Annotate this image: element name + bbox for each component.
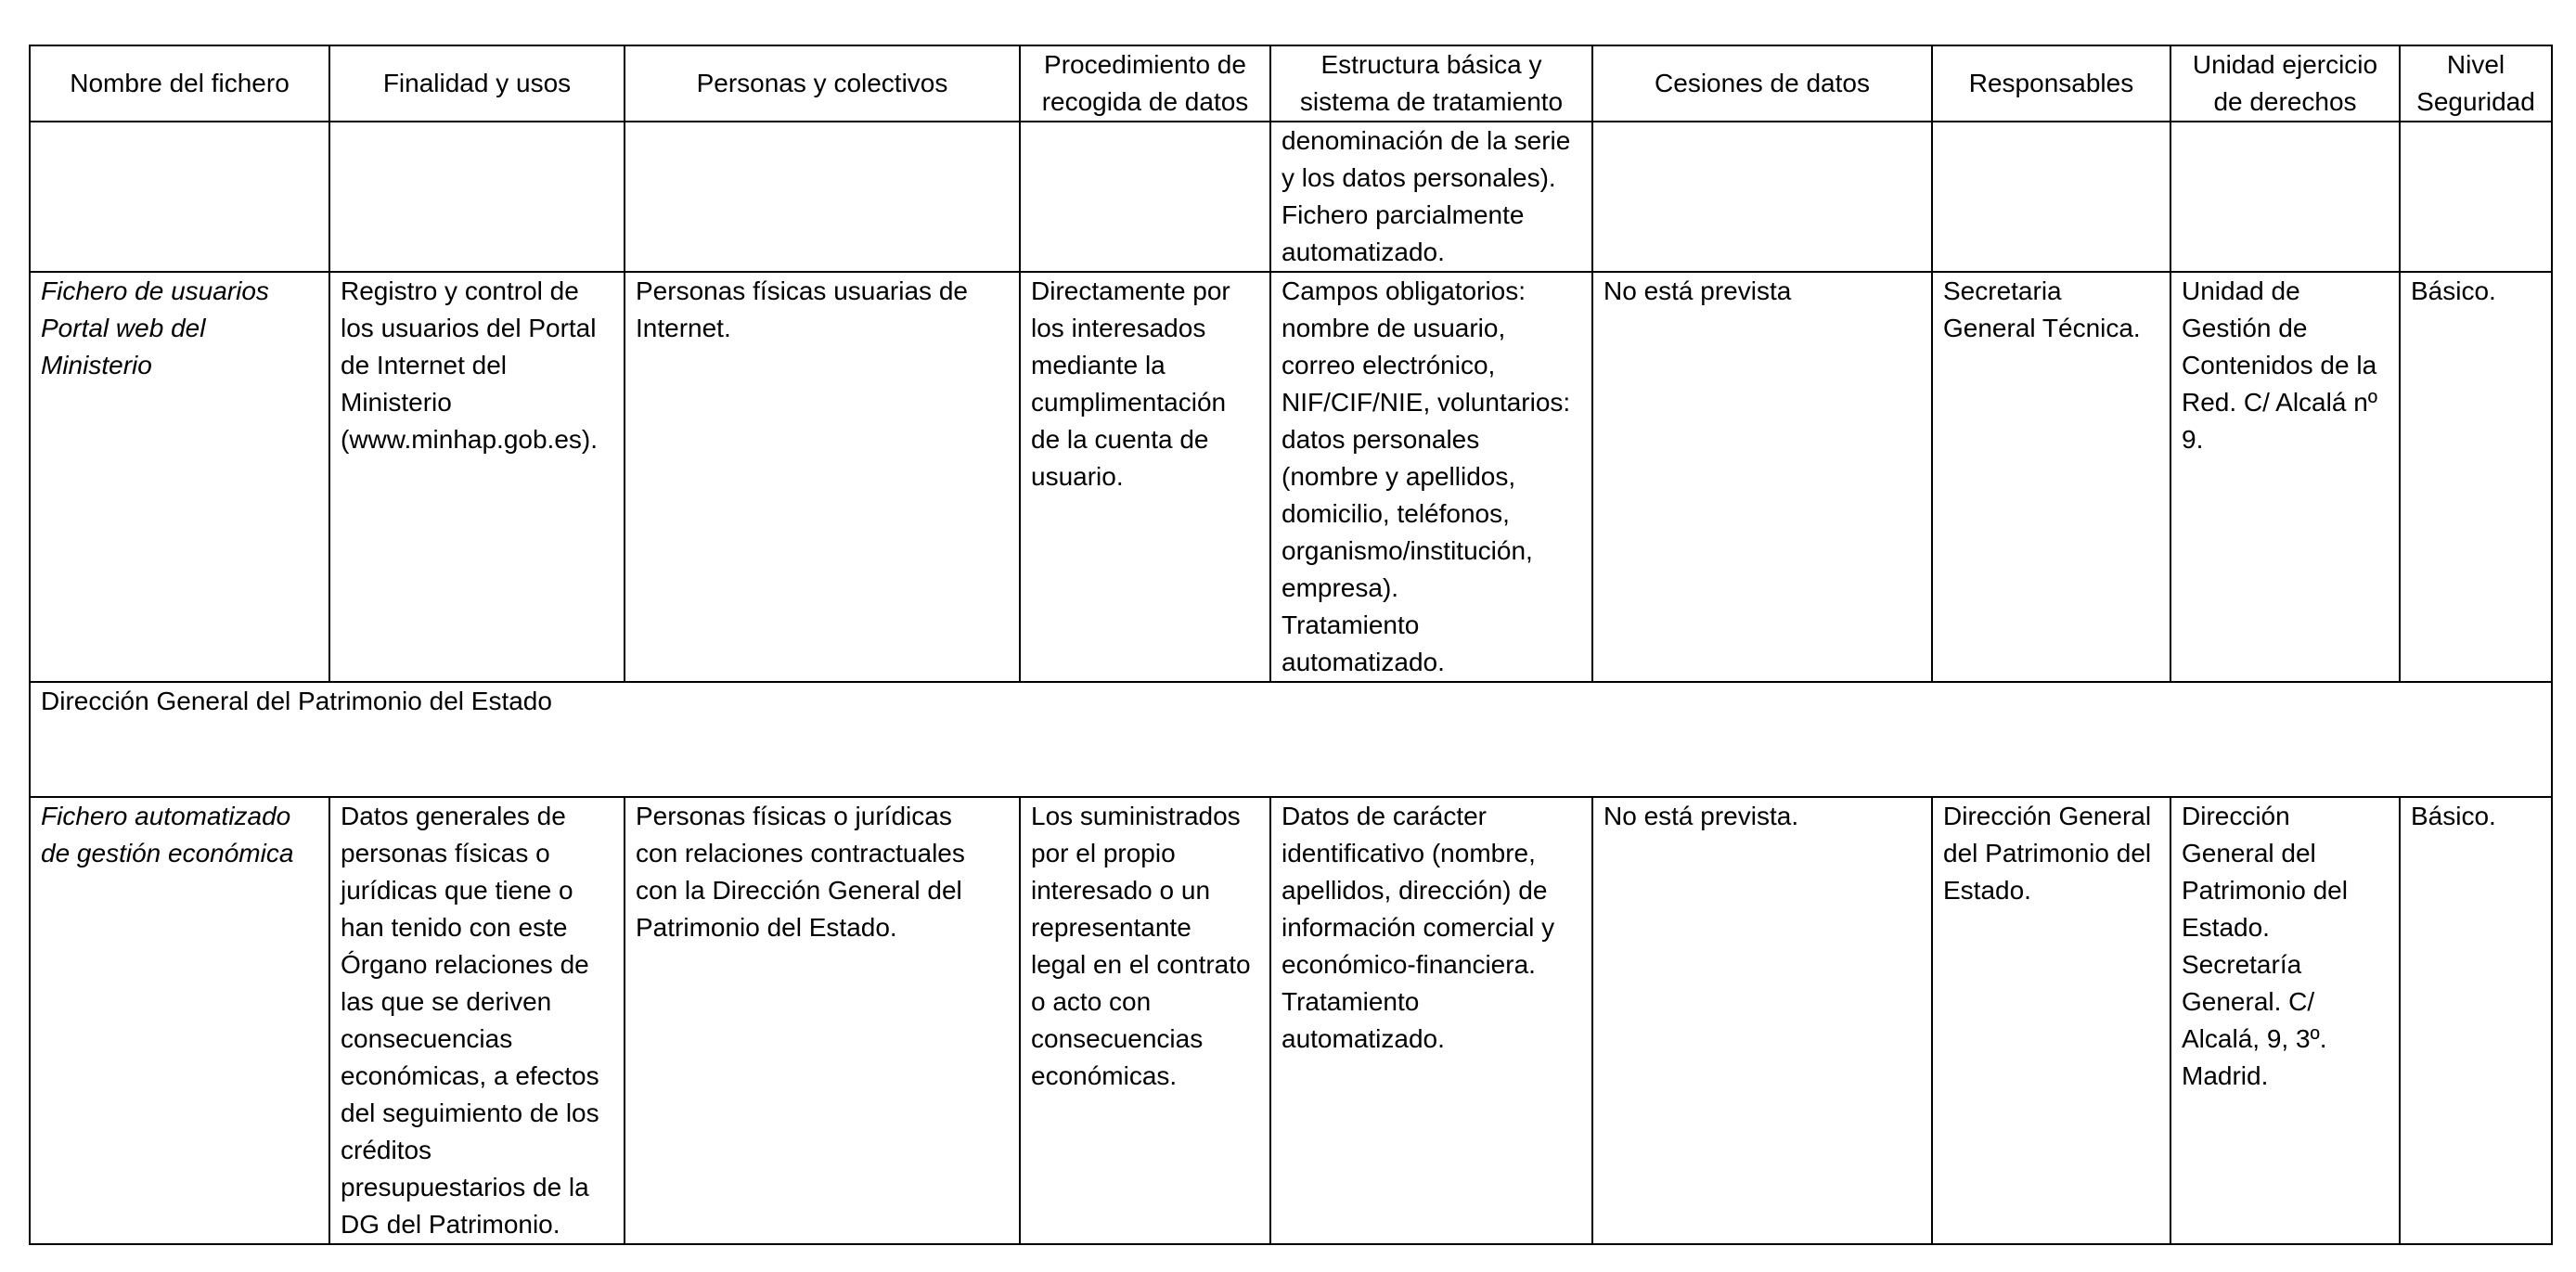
cell-finalidad: Datos generales de personas físicas o jurídicas que tiene o han tenido con este Órgano relaciones de las que se deriven consecuencias económicas, a efectos del seguimiento de los créditos presupuestarios de la DG del Patrimonio. xyxy=(329,797,625,1244)
section-header-row xyxy=(30,682,2552,797)
header-responsables: Responsables xyxy=(1932,45,2170,122)
cell-cesiones: No está prevista. xyxy=(1592,797,1932,1244)
cell-estructura: Datos de carácter identificativo (nombre, apellidos, dirección) de información comercial y económico-financiera. Tratamiento automatizado. xyxy=(1270,797,1592,1244)
cell-finalidad: Registro y control de los usuarios del Portal de Internet del Ministerio (www.minhap.gob.es). xyxy=(329,272,625,682)
cell-nivel xyxy=(2400,122,2552,272)
table-row xyxy=(30,272,2552,682)
cell-nombre: Fichero de usuarios Portal web del Ministerio xyxy=(30,272,329,682)
cell-personas: Personas físicas o jurídicas con relaciones contractuales con la Dirección General del Patrimonio del Estado. xyxy=(625,797,1020,1244)
cell-procedimiento xyxy=(1020,122,1270,272)
data-files-table xyxy=(29,45,2553,1245)
section-title: Dirección General del Patrimonio del Estado xyxy=(30,682,2552,797)
cell-finalidad xyxy=(329,122,625,272)
cell-nombre: Fichero automatizado de gestión económica xyxy=(30,797,329,1244)
cell-cesiones xyxy=(1592,122,1932,272)
cell-responsables xyxy=(1932,122,2170,272)
cell-nombre xyxy=(30,122,329,272)
header-nombre-fichero: Nombre del fichero xyxy=(30,45,329,122)
cell-cesiones: No está prevista xyxy=(1592,272,1932,682)
header-nivel-seguridad: Nivel Seguridad xyxy=(2400,45,2552,122)
header-unidad-ejercicio: Unidad ejercicio de derechos xyxy=(2170,45,2400,122)
header-procedimiento-recogida: Procedimiento de recogida de datos xyxy=(1020,45,1270,122)
cell-unidad: Dirección General del Patrimonio del Estado. Secretaría General. C/ Alcalá, 9, 3º. Madrid. xyxy=(2170,797,2400,1244)
cell-personas: Personas físicas usuarias de Internet. xyxy=(625,272,1020,682)
cell-personas xyxy=(625,122,1020,272)
cell-estructura: denominación de la serie y los datos personales). Fichero parcialmente automatizado. xyxy=(1270,122,1592,272)
table-row xyxy=(30,797,2552,1244)
header-personas-colectivos: Personas y colectivos xyxy=(625,45,1020,122)
cell-procedimiento: Los suministrados por el propio interesado o un representante legal en el contrato o acto con consecuencias económicas. xyxy=(1020,797,1270,1244)
cell-responsables: Secretaria General Técnica. xyxy=(1932,272,2170,682)
cell-responsables: Dirección General del Patrimonio del Estado. xyxy=(1932,797,2170,1244)
header-cesiones-datos: Cesiones de datos xyxy=(1592,45,1932,122)
table-row xyxy=(30,122,2552,272)
cell-nivel: Básico. xyxy=(2400,272,2552,682)
cell-nivel: Básico. xyxy=(2400,797,2552,1244)
header-estructura-basica: Estructura básica y sistema de tratamiento xyxy=(1270,45,1592,122)
header-finalidad-usos: Finalidad y usos xyxy=(329,45,625,122)
cell-estructura: Campos obligatorios: nombre de usuario, correo electrónico, NIF/CIF/NIE, voluntarios: datos personales (nombre y apellidos, domicilio, teléfonos, organismo/institución, empresa). Tratamiento automatizado. xyxy=(1270,272,1592,682)
cell-procedimiento: Directamente por los interesados mediante la cumplimentación de la cuenta de usuario. xyxy=(1020,272,1270,682)
cell-unidad: Unidad de Gestión de Contenidos de la Red. C/ Alcalá nº 9. xyxy=(2170,272,2400,682)
cell-unidad xyxy=(2170,122,2400,272)
table-header-row xyxy=(30,45,2552,122)
